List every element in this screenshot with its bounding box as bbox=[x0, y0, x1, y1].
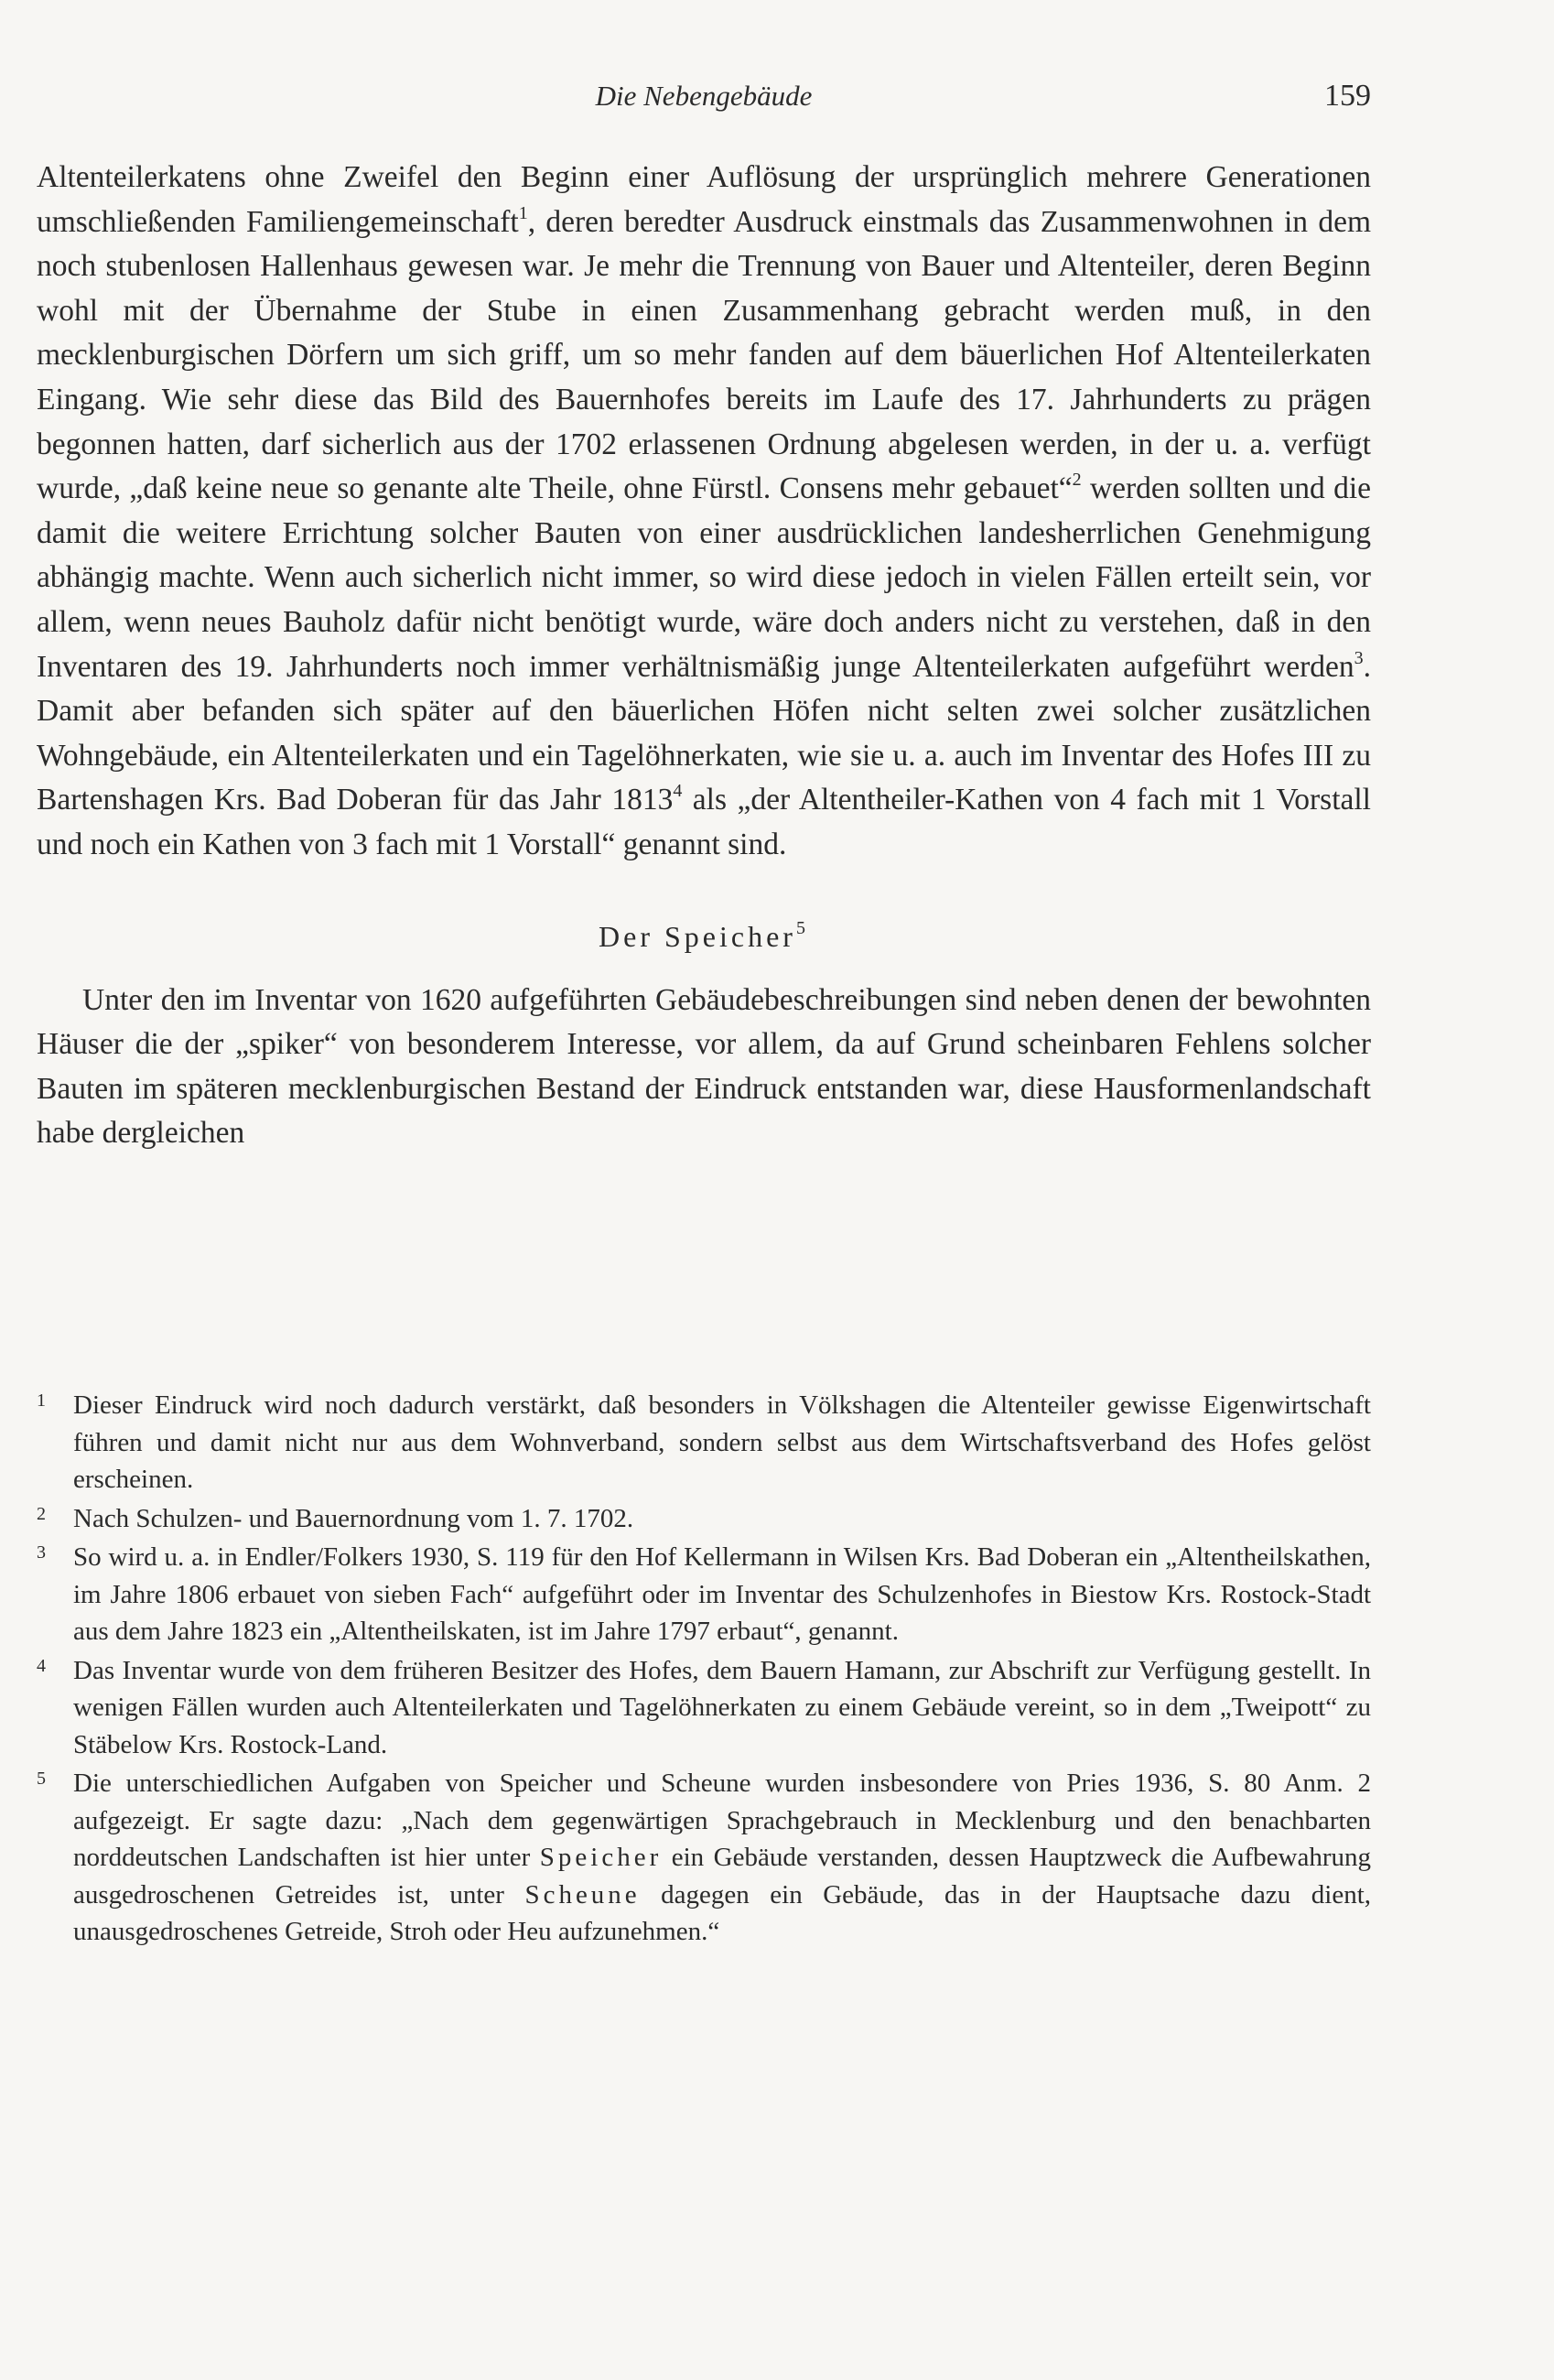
footnote-number: 5 bbox=[37, 1769, 46, 1789]
footnote-text: Nach Schulzen- und Bauernordnung vom 1. 7. 1702. bbox=[73, 1503, 634, 1533]
footnote-number: 3 bbox=[37, 1542, 46, 1563]
footnote-ref-3[interactable]: 3 bbox=[1354, 647, 1364, 668]
footnote-ref-4[interactable]: 4 bbox=[673, 781, 683, 802]
footnote-text: Das Inventar wurde von dem früheren Besitzer des Hofes, dem Bauern Hamann, zur Abschrift zur Verfügung gestellt. In wenigen Fällen wurden auch Altenteilerkaten und Tagelöhnerkaten zu einem Gebäude vereint, so in dem „Tweipott“ zu Stäbelow Krs. Rostock-Land. bbox=[73, 1655, 1371, 1759]
footnote-2 bbox=[37, 1500, 1371, 1538]
page-number: 159 bbox=[1324, 79, 1371, 113]
footnote-text: Die unterschiedlichen Aufgaben von Speicher und Scheune wurden insbesondere von Pries 1936, S. 80 Anm. 2 aufgezeigt. Er sagte dazu: „Nach dem gegenwärtigen Sprachgebrauch in Mecklenburg und den benachbarten norddeutschen Landschaften ist hier unter Speicher ein Gebäude verstanden, dessen Hauptzweck die Aufbewahrung ausgedroschenen Getreides ist, unter Scheune dagegen ein Gebäude, das in der Hauptsache dazu dient, unausgedroschenes Getreide, Stroh oder Heu aufzunehmen.“ bbox=[73, 1769, 1372, 1946]
footnote-text: Dieser Eindruck wird noch dadurch verstärkt, daß besonders in Völkshagen die Altenteiler gewisse Eigenwirtschaft führen und damit nicht nur aus dem Wohnverband, sondern selbst aus dem Wirtschaftsverband des Hofes gelöst erscheinen. bbox=[73, 1390, 1371, 1494]
footnote-number: 4 bbox=[37, 1655, 46, 1676]
emphasis-speicher: Speicher bbox=[539, 1843, 663, 1872]
footnote-1 bbox=[37, 1387, 1371, 1498]
footnote-ref-2[interactable]: 2 bbox=[1072, 470, 1082, 491]
running-title: Die Nebengebäude bbox=[595, 80, 813, 112]
footnote-number: 2 bbox=[37, 1503, 46, 1524]
paragraph-1: Altenteilerkatens ohne Zweifel den Beginn einer Auflösung der ursprünglich mehrere Generationen umschließenden Familiengemeinschaft$^1$, deren beredter Ausdruck einstmals das Zusammenwohnen in dem noch stubenlosen Hallenhaus gewesen war. Je mehr die Trennung von Bauer und Altenteiler, deren Beginn wohl mit der Übernahme der Stube in einen Zusammenhang gebracht werden muß, in den mecklenburgischen Dörfern um sich griff, um so mehr fanden auf dem bäuerlichen Hof Altenteilerkaten Eingang. Wie sehr diese das Bild des Bauernhofes bereits im Laufe des 17. Jahrhunderts zu prägen begonnen hatten, darf sicherlich aus der 1702 erlassenen Ordnung abgelesen werden, in der u. a. verfügt wurde, „daß keine neue so genante alte Theile, ohne Fürstl. Consens mehr gebauet“$^2$ werden sollten und die damit die weitere Errichtung solcher Bauten von einer ausdrücklichen landesherrlichen Genehmigung abhängig machte. Wenn auch sicherlich nicht immer, so wird diese jedoch in vielen Fällen erteilt sein, vor allem, wenn neues Bauholz dafür nicht benötigt wurde, wäre doch anders nicht zu verstehen, daß in den Inventaren des 19. Jahrhunderts noch immer verhältnismäßig junge Altenteilerkaten aufgeführt werden$^3$. Damit aber befanden sich später auf den bäuerlichen Höfen nicht selten zwei solcher zusätzlichen Wohngebäude, ein Altenteilerkaten und ein Tagelöhnerkaten, wie sie u. a. auch im Inventar des Hofes III zu Bartenshagen Krs. Bad Doberan für das Jahr 1813$^4$ als „der Altentheiler-Kathen von 4 fach mit 1 Vorstall und noch ein Kathen von 3 fach mit 1 Vorstall“ genannt sind. bbox=[37, 160, 1372, 861]
footnote-3 bbox=[37, 1539, 1371, 1650]
body-text bbox=[37, 156, 1371, 1156]
emphasis-scheune: Scheune bbox=[524, 1879, 641, 1909]
footnote-text: So wird u. a. in Endler/Folkers 1930, S. 119 für den Hof Kellermann in Wilsen Krs. Bad Doberan ein „Altentheilskathen, im Jahre 1806 erbauet von sieben Fach“ aufgeführt oder im Inventar des Schulzenhofes in Biestow Krs. Rostock-Stadt aus dem Jahre 1823 ein „Altentheilskaten, ist im Jahre 1797 erbaut“, genannt. bbox=[73, 1542, 1371, 1646]
footnote-number: 1 bbox=[37, 1390, 46, 1411]
paragraph-2: Unter den im Inventar von 1620 aufgeführten Gebäudebeschreibungen sind neben denen der bewohnten Häuser die der „spiker“ von besonderem Interesse, vor allem, da auf Grund scheinbaren Fehlens solcher Bauten im späteren mecklenburgischen Bestand der Eindruck entstanden war, diese Hausformenlandschaft habe dergleichen bbox=[37, 982, 1371, 1151]
footnotes bbox=[37, 1387, 1371, 1953]
section-heading: Der Speicher$^5$ bbox=[599, 917, 809, 953]
footnote-ref-5[interactable]: 5 bbox=[795, 917, 809, 938]
footnote-5 bbox=[37, 1765, 1371, 1951]
footnote-ref-1[interactable]: 1 bbox=[518, 202, 528, 223]
running-header bbox=[37, 73, 1371, 119]
footnote-4 bbox=[37, 1652, 1371, 1764]
